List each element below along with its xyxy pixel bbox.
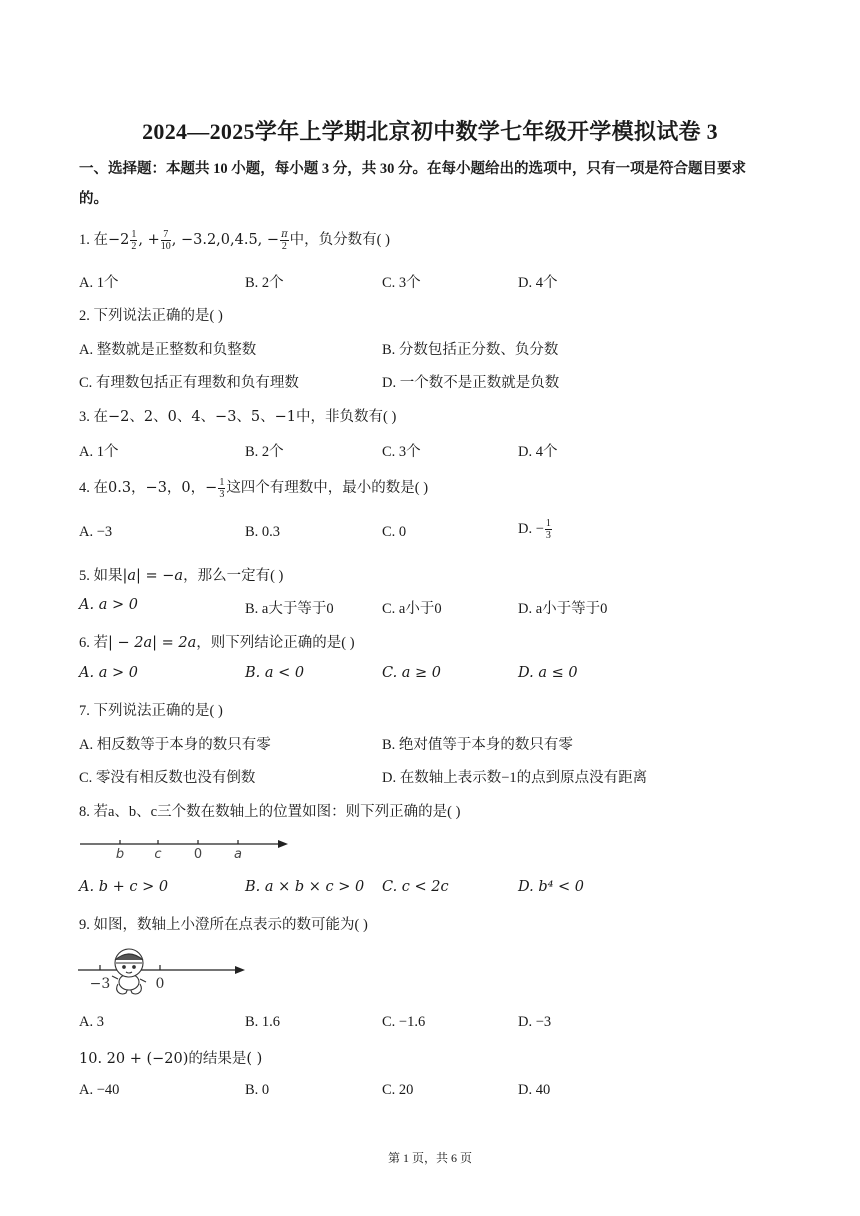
q4-option-d xyxy=(518,518,553,541)
q4-option-b: B. 0.3 xyxy=(245,524,281,540)
q6-prefix: 6. 若 xyxy=(79,635,108,651)
q2-option-a: A. 整数就是正整数和负整数 xyxy=(79,342,257,358)
q1-frac1-num: 1 xyxy=(131,229,137,241)
question-5 xyxy=(79,564,283,585)
q4-frac-num: 1 xyxy=(219,477,225,489)
q2-option-d: D. 一个数不是正数就是负数 xyxy=(382,375,560,391)
q1-m2: , + xyxy=(138,232,160,248)
q1-frac2-num: 7 xyxy=(161,229,171,241)
q5-prefix: 5. 如果 xyxy=(79,568,123,584)
q8-number-line xyxy=(80,834,295,864)
q9-option-c: C. −1.6 xyxy=(382,1014,426,1030)
q8-option-d: D. b⁴ < 0 xyxy=(518,879,585,895)
q1-option-b: B. 2个 xyxy=(245,275,284,291)
q8-option-b: B. a × b × c > 0 xyxy=(245,879,365,895)
q8-label-a: a xyxy=(234,847,242,862)
section-heading-line2: 的。 xyxy=(79,191,108,207)
question-8: 8. 若a、b、c三个数在数轴上的位置如图：则下列正确的是( ) xyxy=(79,804,461,820)
q5-suffix: ，那么一定有( ) xyxy=(183,568,284,584)
q4-option-c: C. 0 xyxy=(382,524,407,540)
q8-label-b: b xyxy=(115,847,125,862)
q3-option-b: B. 2个 xyxy=(245,444,284,460)
q2-option-b: B. 分数包括正分数、负分数 xyxy=(382,342,559,358)
q4-suffix: 这四个有理数中，最小的数是( ) xyxy=(226,480,429,496)
page-footer: 第 1 页，共 6 页 xyxy=(387,1151,472,1165)
q9-number-line xyxy=(78,944,250,999)
question-3 xyxy=(79,405,396,426)
q6-option-b: B. a < 0 xyxy=(245,665,305,681)
q10-option-d: D. 40 xyxy=(518,1082,551,1098)
q6-option-a: A. a > 0 xyxy=(79,665,138,681)
q3-nums: −2、2、0、4、−3、5、−1 xyxy=(108,409,297,425)
q10-option-c: C. 20 xyxy=(382,1082,414,1098)
question-6 xyxy=(79,631,355,652)
q1-option-d: D. 4个 xyxy=(518,275,558,291)
question-7: 7. 下列说法正确的是( ) xyxy=(79,703,223,719)
q2-option-c: C. 有理数包括正有理数和负有理数 xyxy=(79,375,299,391)
q10-option-b: B. 0 xyxy=(245,1082,270,1098)
q1-frac1-den: 2 xyxy=(131,241,137,253)
q6-suffix: ，则下列结论正确的是( ) xyxy=(196,635,355,651)
q1-frac3 xyxy=(280,229,289,252)
section-heading xyxy=(79,154,784,214)
q1-m3: , −3.2,0,4.5, − xyxy=(171,232,280,248)
q8-option-a: A. b + c > 0 xyxy=(79,879,169,895)
q1-frac1 xyxy=(130,229,137,252)
q1-option-c: C. 3个 xyxy=(382,275,421,291)
q3-option-c: C. 3个 xyxy=(382,444,421,460)
q5-option-d: D. a小于等于0 xyxy=(518,601,608,617)
q4-option-d-frac-den: 3 xyxy=(545,530,551,541)
question-1 xyxy=(79,228,390,252)
q9-option-b: B. 1.6 xyxy=(245,1014,281,1030)
q1-frac3-den: 2 xyxy=(281,241,287,253)
q1-frac3-num: π xyxy=(281,229,288,241)
q8-option-c: C. c < 2c xyxy=(382,879,449,895)
q9-label-0: 0 xyxy=(155,976,165,992)
question-2: 2. 下列说法正确的是( ) xyxy=(79,308,223,324)
q1-frac2-den: 10 xyxy=(160,241,171,253)
q6-option-d: D. a ≤ 0 xyxy=(518,665,578,681)
q4-option-d-frac-num: 1 xyxy=(545,518,551,529)
q5-option-b: B. a大于等于0 xyxy=(245,601,334,617)
character-icon xyxy=(112,949,146,994)
q5-option-c: C. a小于0 xyxy=(382,601,442,617)
q4-option-a: A. −3 xyxy=(79,524,113,540)
q4-option-d-frac xyxy=(545,518,552,541)
q7-option-d: D. 在数轴上表示数−1的点到原点没有距离 xyxy=(382,770,648,786)
q3-option-d: D. 4个 xyxy=(518,444,558,460)
q5-expr: |a| = −a xyxy=(122,568,184,584)
question-10: 10. 20 + (−20)的结果是( ) xyxy=(79,1051,263,1067)
q4-prefix: 4. 在 xyxy=(79,480,108,496)
page-title: 2024—2025学年上学期北京初中数学七年级开学模拟试卷 3 xyxy=(142,119,718,144)
q4-frac xyxy=(218,477,225,500)
q3-prefix: 3. 在 xyxy=(79,409,108,425)
q3-option-a: A. 1个 xyxy=(79,444,119,460)
q4-frac-den: 3 xyxy=(219,489,225,501)
q8-axis-arrow xyxy=(278,840,288,848)
question-9: 9. 如图，数轴上小澄所在点表示的数可能为( ) xyxy=(79,917,368,933)
q9-option-d: D. −3 xyxy=(518,1014,552,1030)
q1-m1: −2 xyxy=(108,232,130,248)
q8-label-c: c xyxy=(154,847,162,862)
q3-suffix: 中，非负数有( ) xyxy=(296,409,397,425)
question-4 xyxy=(79,476,428,500)
q9-axis-arrow xyxy=(235,966,245,974)
q7-option-c: C. 零没有相反数也没有倒数 xyxy=(79,770,256,786)
q6-expr: | − 2a| = 2a xyxy=(108,635,197,651)
q10-option-a: A. −40 xyxy=(79,1082,120,1098)
q1-option-a: A. 1个 xyxy=(79,275,119,291)
q8-label-0: 0 xyxy=(193,847,203,862)
q1-prefix: 1. 在 xyxy=(79,232,108,248)
q7-option-a: A. 相反数等于本身的数只有零 xyxy=(79,737,271,753)
q4-nums: 0.3，−3，0，− xyxy=(108,480,218,496)
q9-option-a: A. 3 xyxy=(79,1014,104,1030)
q9-label-neg3: −3 xyxy=(89,976,111,992)
q4-option-d-prefix: D. − xyxy=(518,520,544,537)
q1-suffix: 中，负分数有( ) xyxy=(289,232,390,248)
q6-option-c: C. a ≥ 0 xyxy=(382,665,442,681)
q7-option-b: B. 绝对值等于本身的数只有零 xyxy=(382,737,573,753)
section-heading-line1: 一、选择题：本题共 10 小题，每小题 3 分，共 30 分。在每小题给出的选项中，只有一项是符合题目要求 xyxy=(79,161,746,177)
q5-option-a: A. a > 0 xyxy=(79,597,138,613)
q1-frac2 xyxy=(161,229,171,252)
